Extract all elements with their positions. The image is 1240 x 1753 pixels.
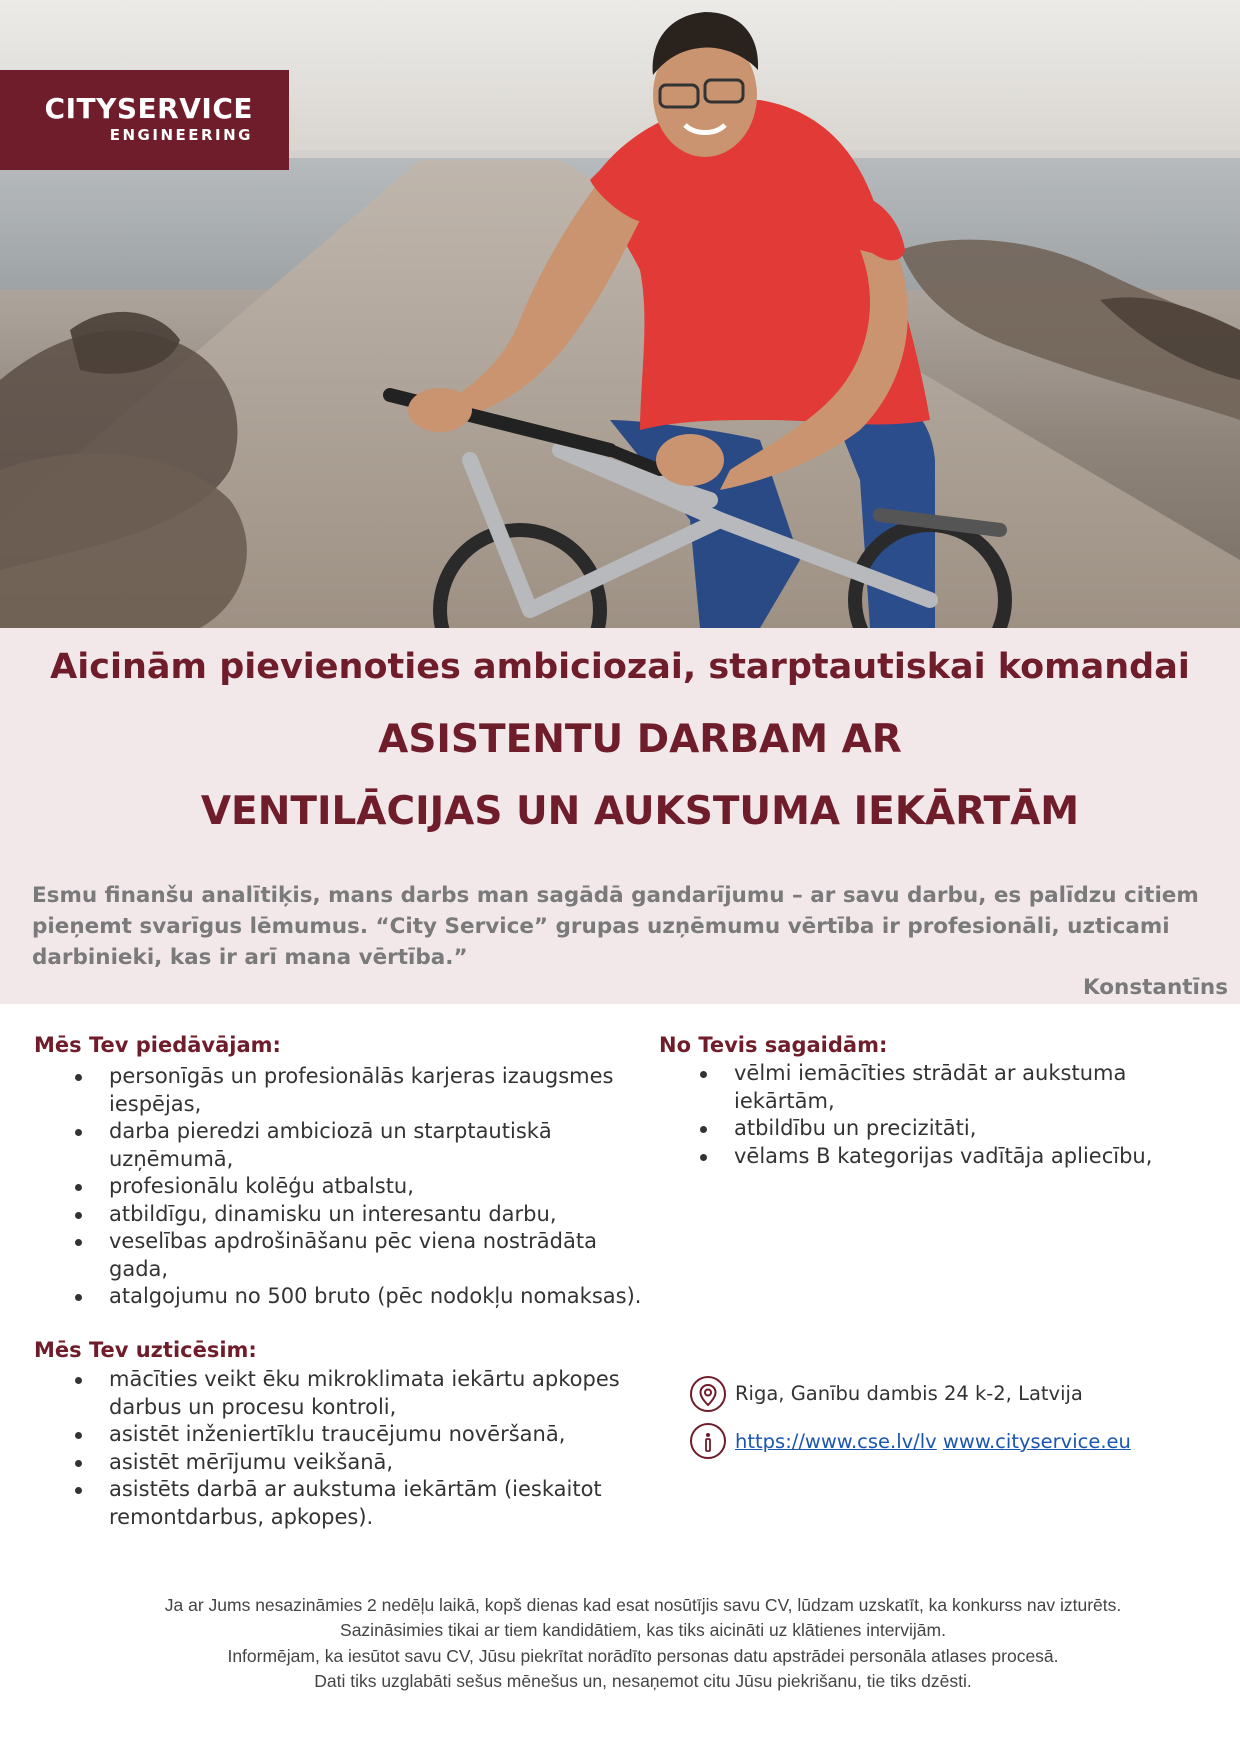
expect-heading: No Tevis sagaidām: (659, 1033, 888, 1057)
logo-line1: CITYSERVICE (44, 92, 253, 125)
list-item: vēlmi iemācīties strādāt ar aukstuma iekārtām, (658, 1060, 1178, 1115)
website-links (735, 1430, 1131, 1453)
info-icon (690, 1423, 726, 1459)
offer-list (33, 1063, 653, 1311)
list-item: atbildīgu, dinamisku un interesantu darbu, (33, 1201, 653, 1229)
list-item: asistēt inženiertīklu traucējumu novēršanā, (33, 1421, 633, 1449)
footer-disclaimer (0, 1593, 1240, 1694)
footer-line: Sazināsimies tikai ar tiem kandidātiem, kas tiks aicināti uz klātienes intervijām. (340, 1620, 946, 1641)
link-cse[interactable]: https://www.cse.lv/lv (735, 1430, 937, 1453)
address-text: Riga, Ganību dambis 24 k-2, Latvija (735, 1382, 1083, 1405)
list-item: asistēts darbā ar aukstuma iekārtām (ieskaitot remontdarbus, apkopes). (33, 1476, 633, 1531)
list-item: personīgās un profesionālās karjeras izaugsmes iespējas, (33, 1063, 653, 1118)
footer-line: Informējam, ka iesūtot savu CV, Jūsu piekrītat norādīto personas datu apstrādei personāla atlases procesā. (227, 1645, 1059, 1666)
job-title-line2: VENTILĀCIJAS UN AUKSTUMA IEKĀRTĀM (200, 789, 1080, 834)
footer-line: Dati tiks uzglabāti sešus mēnešus un, nesaņemot citu Jūsu piekrišanu, tie tiks dzēsti. (314, 1670, 972, 1691)
location-pin-icon (690, 1376, 726, 1412)
link-cityservice[interactable]: www.cityservice.eu (942, 1430, 1131, 1453)
quote-author: Konstantīns (1083, 975, 1228, 1000)
headline: Aicinām pievienoties ambiciozai, starptautiskai komandai (50, 647, 1190, 687)
list-item: vēlams B kategorijas vadītāja apliecību, (658, 1143, 1178, 1171)
list-item: darba pieredzi ambiciozā un starptautiskā uzņēmumā, (33, 1118, 653, 1173)
expect-list (658, 1060, 1178, 1170)
trust-heading: Mēs Tev uzticēsim: (34, 1338, 257, 1362)
list-item: veselības apdrošināšanu pēc viena nostrādāta gada, (33, 1228, 653, 1283)
offer-heading: Mēs Tev piedāvājam: (34, 1033, 281, 1057)
list-item: profesionālu kolēģu atbalstu, (33, 1173, 653, 1201)
trust-list (33, 1366, 633, 1531)
hero-photo (0, 0, 1240, 628)
company-logo (0, 70, 289, 170)
employee-quote: Esmu finanšu analītiķis, mans darbs man sagādā gandarījumu – ar savu darbu, es palīdzu citiem pieņemt svarīgus lēmumus. “City Service” grupas uzņēmumu vērtība ir profesionāli, uzticami darbinieki, kas ir arī mana vērtība.” (32, 883, 1199, 970)
job-title-line1: ASISTENTU DARBAM AR (378, 717, 902, 762)
footer-line: Ja ar Jums nesazināmies 2 nedēļu laikā, kopš dienas kad esat nosūtījis savu CV, lūdzam uzskatīt, ka konkurss nav izturēts. (164, 1595, 1122, 1615)
list-item: asistēt mērījumu veikšanā, (33, 1449, 633, 1477)
logo-line2: ENGINEERING (109, 126, 253, 144)
list-item: mācīties veikt ēku mikroklimata iekārtu apkopes darbus un procesu kontroli, (33, 1366, 633, 1421)
list-item: atbildību un precizitāti, (658, 1115, 1178, 1143)
list-item: atalgojumu no 500 bruto (pēc nodokļu nomaksas). (33, 1283, 653, 1311)
